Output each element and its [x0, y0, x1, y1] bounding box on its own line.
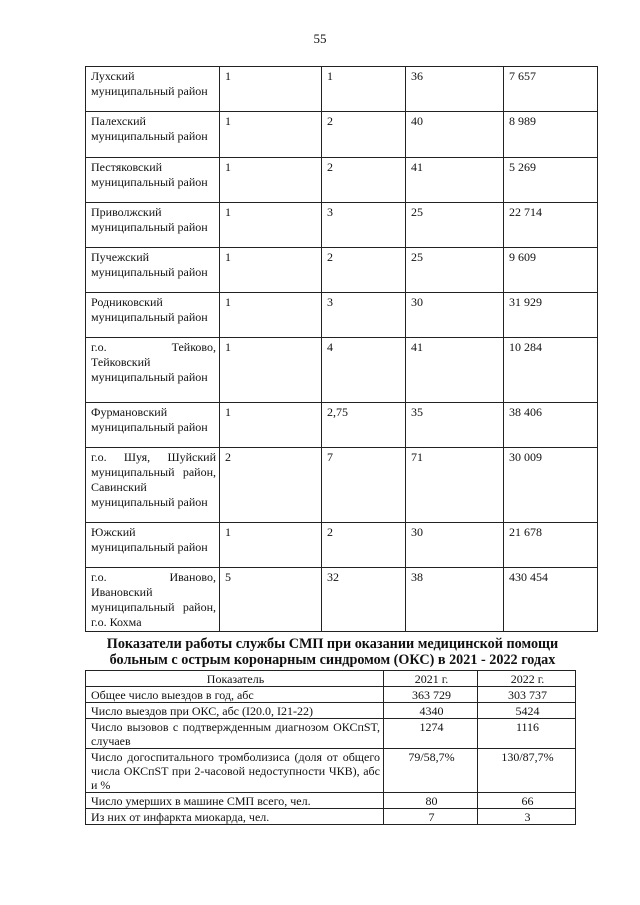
table-row — [86, 523, 598, 568]
district-value-3: 41 — [406, 158, 504, 203]
districts-table — [85, 66, 598, 632]
value-2022: 3 — [478, 809, 576, 825]
value-2021: 79/58,7% — [384, 749, 478, 793]
district-value-3: 41 — [406, 338, 504, 403]
district-value-3: 36 — [406, 67, 504, 112]
district-value-3: 38 — [406, 568, 504, 632]
district-name: Палехский муниципальный район — [86, 112, 220, 158]
district-value-2: 4 — [322, 338, 406, 403]
district-value-3: 71 — [406, 448, 504, 523]
district-value-3: 30 — [406, 293, 504, 338]
district-value-3: 40 — [406, 112, 504, 158]
district-value-1: 1 — [220, 67, 322, 112]
table-row — [86, 809, 576, 825]
table-row — [86, 793, 576, 809]
indicator-label: Общее число выездов в год, абс — [86, 687, 384, 703]
value-2021: 80 — [384, 793, 478, 809]
table-row — [86, 403, 598, 448]
district-value-2: 2 — [322, 248, 406, 293]
district-value-4: 430 454 — [504, 568, 598, 632]
district-name: Южский муниципальный район — [86, 523, 220, 568]
district-value-2: 2 — [322, 112, 406, 158]
table-header-row — [86, 671, 576, 687]
district-value-1: 1 — [220, 158, 322, 203]
district-value-4: 30 009 — [504, 448, 598, 523]
district-value-3: 25 — [406, 203, 504, 248]
district-value-1: 1 — [220, 523, 322, 568]
district-value-1: 2 — [220, 448, 322, 523]
value-2021: 7 — [384, 809, 478, 825]
district-value-4: 31 929 — [504, 293, 598, 338]
district-value-2: 1 — [322, 67, 406, 112]
indicators-table — [85, 670, 576, 825]
value-2021: 4340 — [384, 703, 478, 719]
district-value-2: 2 — [322, 158, 406, 203]
table-row — [86, 112, 598, 158]
indicator-label: Число вызовов с подтвержденным диагнозом ОКСпST, случаев — [86, 719, 384, 749]
indicator-label: Из них от инфаркта миокарда, чел. — [86, 809, 384, 825]
district-name: Родниковский муниципальный район — [86, 293, 220, 338]
indicator-label: Число умерших в машине СМП всего, чел. — [86, 793, 384, 809]
district-value-2: 2 — [322, 523, 406, 568]
page-number: 55 — [313, 31, 327, 46]
value-2022: 1116 — [478, 719, 576, 749]
district-value-2: 32 — [322, 568, 406, 632]
district-value-1: 1 — [220, 203, 322, 248]
district-name: Приволжский муниципальный район — [86, 203, 220, 248]
column-header-2021: 2021 г. — [384, 671, 478, 687]
district-name: г.о. Иваново, Ивановский муниципальный район, г.о. Кохма — [86, 568, 220, 632]
table-row — [86, 338, 598, 403]
table-row — [86, 67, 598, 112]
district-value-4: 8 989 — [504, 112, 598, 158]
district-name: Пестяковский муниципальный район — [86, 158, 220, 203]
district-value-3: 30 — [406, 523, 504, 568]
indicator-label: Число догоспитального тромболизиса (доля от общего числа ОКСпST при 2-часовой недоступности ЧКВ), абс и % — [86, 749, 384, 793]
district-value-2: 3 — [322, 203, 406, 248]
table-row — [86, 749, 576, 793]
section-title: Показатели работы службы СМП при оказании медицинской помощи больным с острым коронарным синдромом (ОКС) в 2021 - 2022 годах — [106, 636, 559, 668]
table-row — [86, 293, 598, 338]
table-row — [86, 448, 598, 523]
district-value-2: 2,75 — [322, 403, 406, 448]
district-name: г.о. Шуя, Шуйский муниципальный район, Савинский муниципальный район — [86, 448, 220, 523]
district-value-1: 1 — [220, 293, 322, 338]
indicator-label: Число выездов при ОКС, абс (I20.0, I21-22) — [86, 703, 384, 719]
district-name: Фурмановский муниципальный район — [86, 403, 220, 448]
column-header-indicator: Показатель — [86, 671, 384, 687]
district-value-4: 7 657 — [504, 67, 598, 112]
district-value-1: 1 — [220, 338, 322, 403]
district-value-1: 1 — [220, 112, 322, 158]
district-value-4: 38 406 — [504, 403, 598, 448]
district-value-1: 1 — [220, 403, 322, 448]
value-2022: 303 737 — [478, 687, 576, 703]
district-name: г.о. Тейково, Тейковский муниципальный район — [86, 338, 220, 403]
table-row — [86, 248, 598, 293]
district-name: Пучежский муниципальный район — [86, 248, 220, 293]
district-value-3: 35 — [406, 403, 504, 448]
table-row — [86, 719, 576, 749]
table-row — [86, 687, 576, 703]
table-row — [86, 568, 598, 632]
district-value-4: 5 269 — [504, 158, 598, 203]
district-value-1: 5 — [220, 568, 322, 632]
column-header-2022: 2022 г. — [478, 671, 576, 687]
value-2021: 363 729 — [384, 687, 478, 703]
district-value-4: 10 284 — [504, 338, 598, 403]
district-value-2: 3 — [322, 293, 406, 338]
district-value-4: 21 678 — [504, 523, 598, 568]
district-value-4: 22 714 — [504, 203, 598, 248]
district-value-3: 25 — [406, 248, 504, 293]
value-2021: 1274 — [384, 719, 478, 749]
value-2022: 66 — [478, 793, 576, 809]
district-name: Лухский муниципальный район — [86, 67, 220, 112]
table-row — [86, 703, 576, 719]
district-value-2: 7 — [322, 448, 406, 523]
table-row — [86, 203, 598, 248]
value-2022: 130/87,7% — [478, 749, 576, 793]
value-2022: 5424 — [478, 703, 576, 719]
district-value-4: 9 609 — [504, 248, 598, 293]
district-value-1: 1 — [220, 248, 322, 293]
table-row — [86, 158, 598, 203]
